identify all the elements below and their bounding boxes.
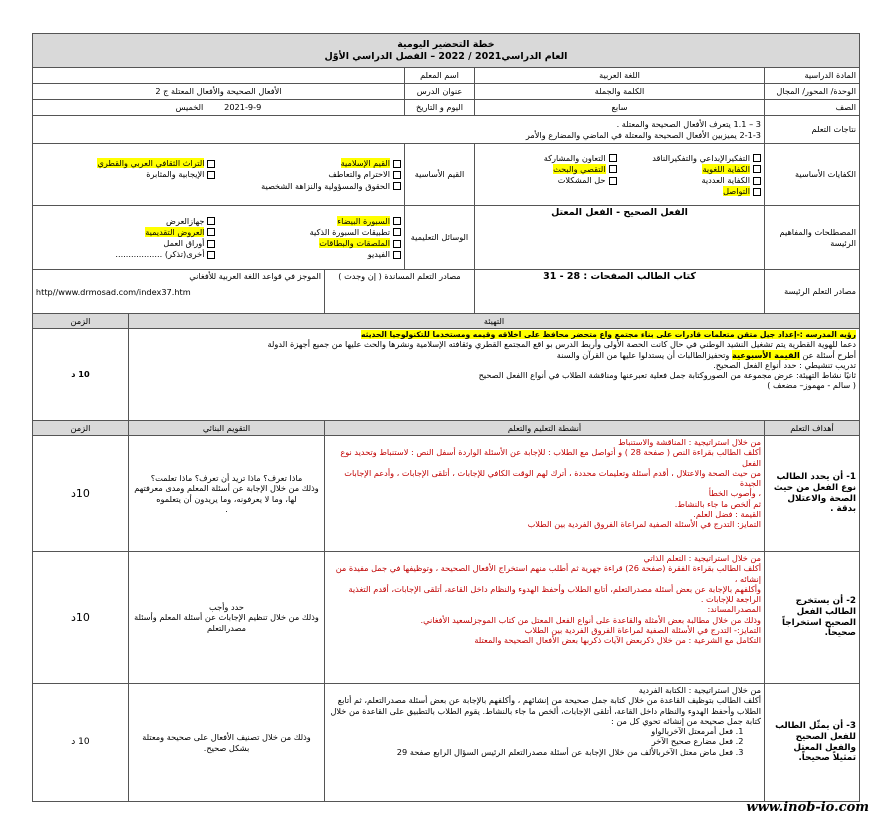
objective-cell: 3- أن يمثّل الطالب للفعل الصحيح والفعل المعتل تمثيلاً صحيحاً. bbox=[765, 684, 860, 802]
assessment-cell: حدد وأجب وذلك من خلال تنظيم الإجابات عن أسئلة المعلم وأسئلة مصدرالتعلم bbox=[129, 552, 325, 684]
warmup-line: ( سالم - مهموز– مضعف ) bbox=[767, 380, 856, 391]
competency-item[interactable]: التواصل bbox=[623, 186, 762, 196]
plan-title-cell bbox=[32, 34, 859, 68]
competency-item[interactable]: الكفاية اللغوية bbox=[623, 164, 762, 174]
lesson-plan-page bbox=[33, 33, 860, 802]
checkbox-icon bbox=[207, 160, 215, 168]
tool-item[interactable]: السبورة البيضاء bbox=[221, 216, 401, 226]
outcomes-value bbox=[32, 116, 764, 144]
activities-cell: من خلال استراتيجية : الكتابة الفردية أكلف الطالب بتوظيف القاعدة من خلال كتابة جمل صحيحة من إنشائهم ، وأكلفهم بالإجابة عن بعض أسئلة مصدرالتعلم، ثم أتابع الطلاب وأحفظ الهدوء والنظام داخل القاعة، أتلقى الإجابات، ألخص ما جاء بالنشاط. يقوم الطلاب بالتطبيق على القاعدة من خلال كتابة جمل صحيحة من إنشائه تحوي كل من : 1. فعل أمرمعتل الآخربالواو 2. فعل مضارع صحيح الآخر 3. فعل ماض معتل الآخربالألف من خلال الإجابة عن أسئلة مصدرالتعلم الرئيس السؤال الرابع صفحة 29 bbox=[325, 684, 765, 802]
competency-item[interactable]: التفكيرالإبداعي والتفكيرالناقد bbox=[623, 153, 762, 163]
objectives-header: أهداف التعلم bbox=[765, 421, 860, 436]
school-year: العام الدراسي2021 / 2022 – الفصل الدراسي الأوّل bbox=[324, 50, 568, 62]
checkbox-icon bbox=[609, 154, 617, 162]
plan-title: خطة التحضير اليومية bbox=[397, 38, 495, 50]
values-list bbox=[32, 144, 404, 206]
tool-item[interactable]: أخرى(تذكر) .................. bbox=[36, 249, 216, 259]
checkbox-icon bbox=[609, 177, 617, 185]
aux-resource-book: الموجز في قواعد اللغة العربية للأفغاني bbox=[189, 271, 321, 281]
grade-value: سابع bbox=[475, 100, 765, 116]
tool-item[interactable]: العروض التقديمية bbox=[36, 227, 216, 237]
objective-cell: 2- أن يستخرج الطالب الفعل الصحيح استخراجاً صحيحاً. bbox=[765, 552, 860, 684]
student-book-pages: كتاب الطالب الصفحات : 28 - 31 bbox=[475, 270, 765, 314]
checkbox-icon bbox=[753, 188, 761, 196]
day-date-label: اليوم و التاريخ bbox=[405, 100, 475, 116]
checkbox-icon bbox=[393, 171, 401, 179]
resources-label: مصادر التعلم الرئيسة bbox=[765, 270, 860, 314]
warmup-time: 10 د bbox=[32, 329, 128, 421]
aux-resource-url[interactable]: http//www.drmosad.com/index37.htm bbox=[35, 287, 191, 298]
competency-item[interactable]: التقصي والبحث bbox=[478, 164, 617, 174]
outcomes-label: نتاجات التعلم bbox=[765, 116, 860, 144]
value-item[interactable]: الإيجابية والمثابرة bbox=[36, 169, 216, 179]
assessment-cell: وذلك من خلال تصنيف الأفعال على صحيحة ومعتلة بشكل صحيح. bbox=[129, 684, 325, 802]
activity-list bbox=[328, 726, 761, 757]
day-value: الخميس bbox=[175, 102, 204, 113]
tool-item[interactable]: الملصقات والبطاقات bbox=[221, 238, 401, 248]
checkbox-icon bbox=[207, 228, 215, 236]
checkbox-icon bbox=[393, 182, 401, 190]
subject-label: المادة الدراسية bbox=[765, 68, 860, 84]
list-item: 3. فعل ماض معتل الآخربالألف من خلال الإجابة عن أسئلة مصدرالتعلم الرئيس السؤال الرابع صفحة 29 bbox=[328, 747, 733, 757]
activities-cell: من خلال استراتيجية : المناقشة والاستنباط أكلف الطالب بقراءة النص ( صفحة 28 ) و أتواصل مع الطلاب : للإجابة عن الأسئلة الواردة أسفل النص : لاستنباط وتحديد نوع الفعل من حيث الصحة والاعتلال ، أقدم أسئلة وتعليمات محددة ، أترك لهم الوقت الكافي للإجابات ، أتلقى الإجابات ، وأدعم الإجابات الجيدة ، وأصوب الخطأ ثم ألخص ما جاء بالنشاط. القيمة : فضل العلم. التمايز: التدرج في الأسئلة الصفية لمراعاة الفروق الفردية بين الطلاب bbox=[325, 436, 765, 552]
lesson-plan-table bbox=[32, 33, 860, 802]
time-cell: 10د bbox=[32, 552, 128, 684]
warmup-content bbox=[129, 329, 860, 421]
checkbox-icon bbox=[393, 160, 401, 168]
checkbox-icon bbox=[393, 240, 401, 248]
objective-cell: 1- أن يحدد الطالب نوع الفعل من حيث الصحة والاعتلال بدقة . bbox=[765, 436, 860, 552]
values-label: القيم الأساسية bbox=[405, 144, 475, 206]
checkbox-icon bbox=[207, 251, 215, 259]
site-watermark: www.inob-io.com bbox=[746, 799, 869, 815]
checkbox-icon bbox=[393, 217, 401, 225]
outcome-line: 2-1-3 يميزبين الأفعال الصحيحة والمعتلة في الماضي والمضارع والأمر bbox=[525, 129, 761, 140]
activities-cell: من خلال استراتيجية : التعلم الذاتي أكلف الطالب بقراءة الفقرة (صفحة 26) قراءة جهرية ثم أطلب منهم استخراج الأفعال الصحيحة ، وتوظيفها في جمل مفيدة من إنشائه ، وأكلفهم بالإجابة عن بعض أسئلة مصدرالتعلم، أتابع الطلاب وأحفظ الهدوء والنظام داخل القاعة، أتلقى الإجابات، أقدم التغذية الراجعة للإجابات . المصدرالمساند: وذلك من خلال مطالبة بعض الأمثلة والقاعدة على أنواع الفعل المعتل من كتاب الموجزلسعيد الأفغاني. التمايز:- التدرج في الأسئلة الصفية لمراعاة الفروق الفردية بين الطلاب التكامل مع الشرعية : من خلال ذكربعض الآيات ذكربها بعض الأفعال الصحيحة والمعتلة bbox=[325, 552, 765, 684]
aux-resources-value bbox=[32, 270, 324, 314]
checkbox-icon bbox=[207, 171, 215, 179]
unit-label: الوحدة/ المحور/ المجال bbox=[765, 84, 860, 100]
competency-item[interactable]: حل المشكلات bbox=[478, 175, 617, 185]
warmup-line: أطرح أسئلة عن القيمة الأسبوعية وتحفيزالطالبات أن يستدلوا عليها من القرآن والسنة bbox=[556, 349, 856, 360]
tool-item[interactable]: أوراق العمل bbox=[36, 238, 216, 248]
warmup-line: ثانيًا نشاط التهيئة: عرض مجموعة من الصوروكتابة جمل فعلية تعبرعنها ومناقشة الطلاب في أنواع االفعل الصحيح bbox=[478, 370, 856, 381]
warmup-header: التهيئة bbox=[129, 314, 860, 329]
teacher-label: اسم المعلم bbox=[405, 68, 475, 84]
aux-resources-label: مصادر التعلم المساندة ( إن وجدت ) bbox=[325, 270, 475, 314]
tool-item[interactable]: الفيديو bbox=[221, 249, 401, 259]
activities-header: أنشطة التعليم والتعلم bbox=[325, 421, 765, 436]
concepts-label: المصطلحات والمفاهيم الرئيسة bbox=[765, 206, 860, 270]
list-item: 1. فعل أمرمعتل الآخربالواو bbox=[328, 726, 733, 736]
school-vision: رؤيه المدرسه :-إعداد جيل متقن متعلمات قادرات على بناء مجتمع واع متحضر محافظ على اخلاقه وقيمه ومستخدما للتكنولوجيا الحديثه bbox=[360, 330, 856, 339]
competency-item[interactable]: التعاون والمشاركة bbox=[478, 153, 617, 163]
checkbox-icon bbox=[393, 251, 401, 259]
teacher-value bbox=[32, 68, 404, 84]
value-item[interactable]: الحقوق والمسؤولية والنزاهة الشخصية bbox=[36, 181, 401, 191]
value-item[interactable]: التراث الثقافي العربي والقطري bbox=[36, 158, 216, 168]
time-cell: 10 د bbox=[32, 684, 128, 802]
date-value: 2021-9-9 bbox=[224, 102, 262, 113]
time-header: الزمن bbox=[32, 421, 128, 436]
day-date-value bbox=[32, 100, 404, 116]
concepts-value: الفعل الصحيح - الفعل المعتل bbox=[475, 206, 765, 270]
competencies-label: الكفايات الأساسية bbox=[765, 144, 860, 206]
competencies-list bbox=[475, 144, 765, 206]
value-item[interactable]: القيم الإسلامية bbox=[221, 158, 401, 168]
checkbox-icon bbox=[393, 228, 401, 236]
assessment-header: التقويم البنائي bbox=[129, 421, 325, 436]
tools-label: الوسائل التعليمية bbox=[405, 206, 475, 270]
subject-value: اللغة العربية bbox=[475, 68, 765, 84]
assessment-cell: ماذا تعرف؟ ماذا تريد أن تعرف؟ ماذا تعلمت؟ وذلك من خلال الإجابة عن أسئلة المعلم ومدى معرفتهم لها، وما لا يعرفونه، وما يريدون أن يتعلموه . bbox=[129, 436, 325, 552]
unit-value: الكلمة والجملة bbox=[475, 84, 765, 100]
tool-item[interactable]: جهازالعرض bbox=[36, 216, 216, 226]
lesson-title-label: عنوان الدرس bbox=[405, 84, 475, 100]
grade-label: الصف bbox=[765, 100, 860, 116]
time-cell: 10د bbox=[32, 436, 128, 552]
tools-list bbox=[32, 206, 404, 270]
checkbox-icon bbox=[207, 240, 215, 248]
tool-item[interactable]: تطبيقات السبورة الذكية bbox=[221, 227, 401, 237]
checkbox-icon bbox=[753, 165, 761, 173]
checkbox-icon bbox=[207, 217, 215, 225]
warmup-line: تدريب تنشيطي : حدد أنواع الفعل الصحيح. bbox=[713, 359, 856, 370]
competency-item[interactable]: الكفاية العددية bbox=[623, 175, 762, 185]
checkbox-icon bbox=[753, 177, 761, 185]
value-item[interactable]: الاحترام والتعاطف bbox=[221, 169, 401, 179]
checkbox-icon bbox=[609, 165, 617, 173]
outcome-line: 3 – 1.1 يتعرف الأفعال الصحيحة والمعتلة . bbox=[616, 119, 761, 130]
checkbox-icon bbox=[753, 154, 761, 162]
warmup-line: دعما للهوية القطرية يتم تشغيل النشيد الوطني في حال كانت الحصة الأولى وأربط الدرس بو اقع المجتمع القطري وثقافته الإسلامية ونشرها والحث عليها من جميع أجهزة الدولة bbox=[267, 339, 856, 350]
lesson-title-value: الأفعال الصحيحة والأفعال المعتلة ج 2 bbox=[32, 84, 404, 100]
warmup-time-header: الزمن bbox=[32, 314, 128, 329]
list-item: 2. فعل مضارع صحيح الآخر bbox=[328, 736, 733, 746]
